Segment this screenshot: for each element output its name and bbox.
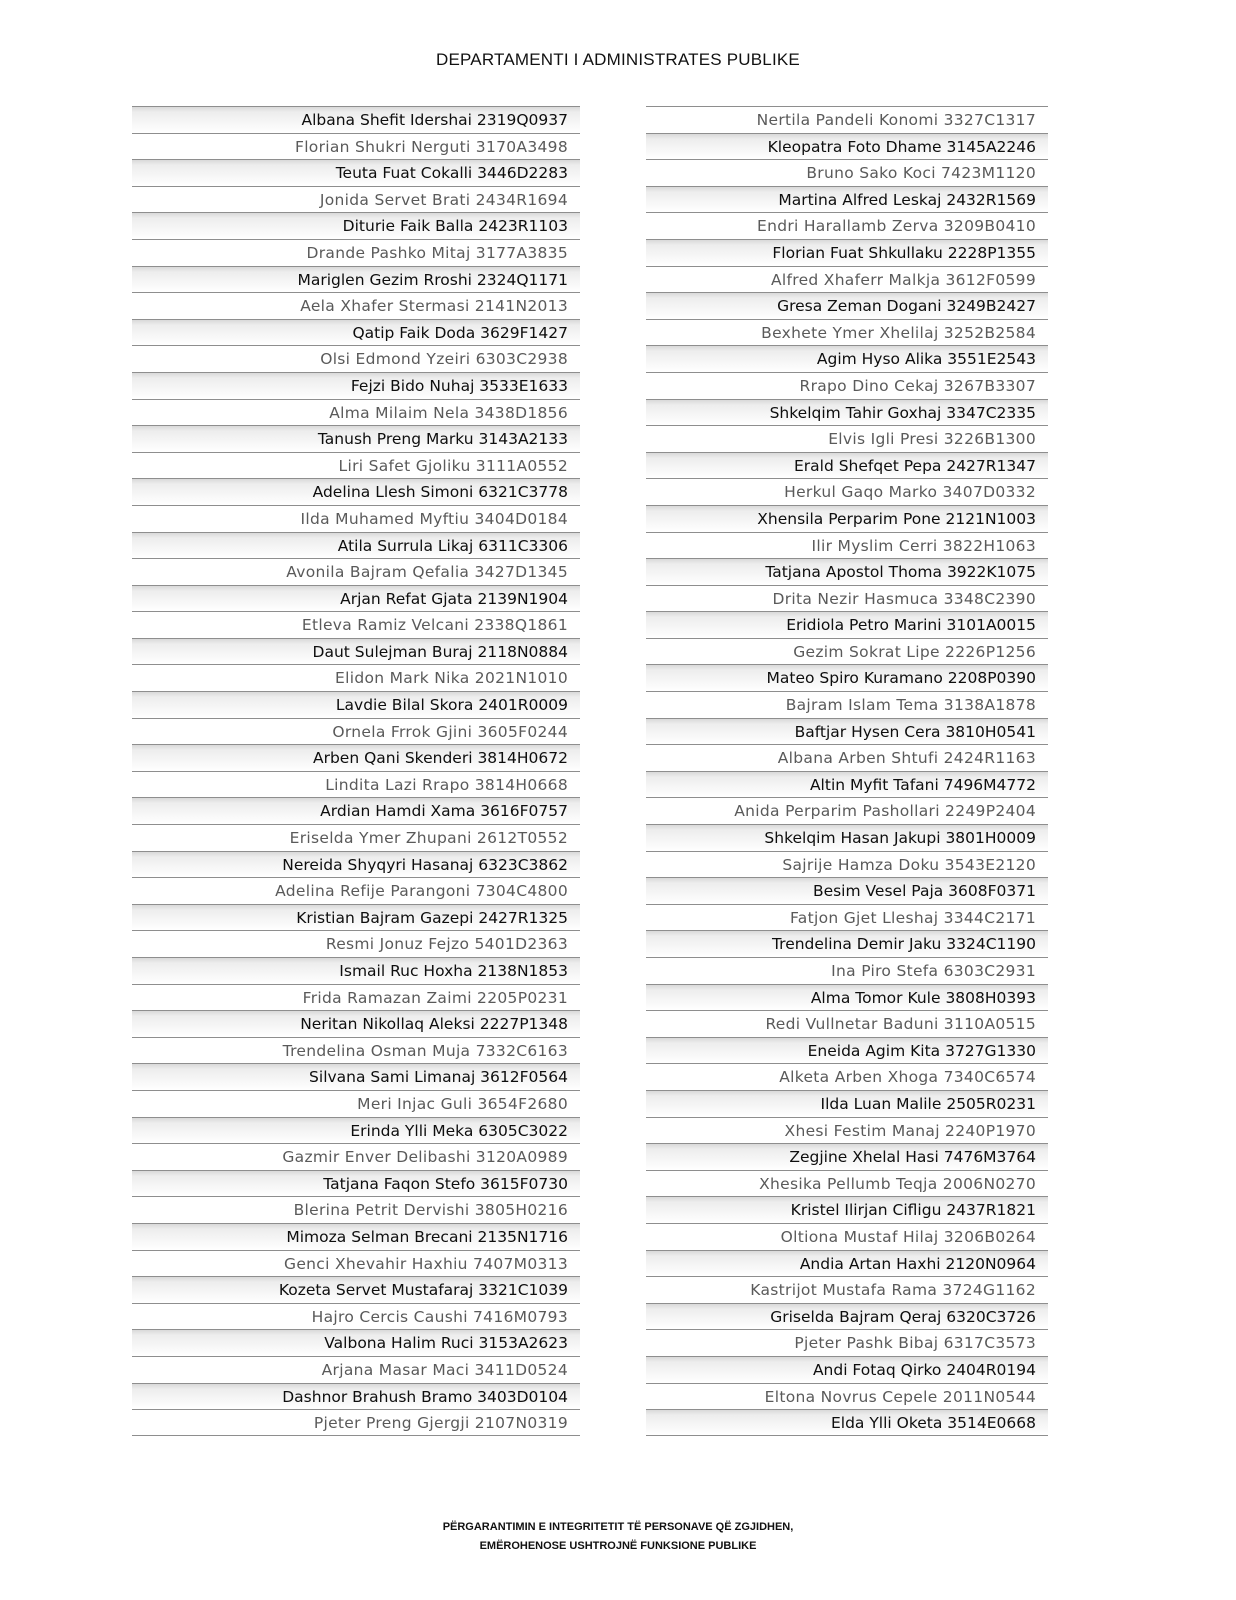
list-item: Kristel Ilirjan Cifligu 2437R1821 (646, 1196, 1048, 1223)
list-item: Lindita Lazi Rrapo 3814H0668 (132, 771, 580, 798)
list-item: Teuta Fuat Cokalli 3446D2283 (132, 159, 580, 186)
list-item: Kleopatra Foto Dhame 3145A2246 (646, 133, 1048, 160)
list-item: Olsi Edmond Yzeiri 6303C2938 (132, 345, 580, 372)
list-item: Erald Shefqet Pepa 2427R1347 (646, 452, 1048, 479)
list-item: Valbona Halim Ruci 3153A2623 (132, 1329, 580, 1356)
footer-line-1: PËRGARANTIMIN E INTEGRITETIT TË PERSONAVE QË ZGJIDHEN, (442, 1521, 794, 1533)
list-item: Andia Artan Haxhi 2120N0964 (646, 1250, 1048, 1277)
list-item: Ilda Luan Malile 2505R0231 (646, 1090, 1048, 1117)
list-item: Arben Qani Skenderi 3814H0672 (132, 744, 580, 771)
list-item: Shkelqim Tahir Goxhaj 3347C2335 (646, 399, 1048, 426)
list-item: Mateo Spiro Kuramano 2208P0390 (646, 664, 1048, 691)
list-item: Mariglen Gezim Rroshi 2324Q1171 (132, 266, 580, 293)
list-item: Herkul Gaqo Marko 3407D0332 (646, 478, 1048, 505)
list-item: Xhesika Pellumb Teqja 2006N0270 (646, 1170, 1048, 1197)
list-item: Drande Pashko Mitaj 3177A3835 (132, 239, 580, 266)
list-item: Besim Vesel Paja 3608F0371 (646, 877, 1048, 904)
list-item: Alma Tomor Kule 3808H0393 (646, 984, 1048, 1011)
list-item: Ina Piro Stefa 6303C2931 (646, 957, 1048, 984)
list-item: Arjana Masar Maci 3411D0524 (132, 1356, 580, 1383)
list-item: Alketa Arben Xhoga 7340C6574 (646, 1063, 1048, 1090)
list-item: Silvana Sami Limanaj 3612F0564 (132, 1063, 580, 1090)
list-item: Anida Perparim Pashollari 2249P2404 (646, 797, 1048, 824)
list-item: Zegjine Xhelal Hasi 7476M3764 (646, 1143, 1048, 1170)
list-item: Elda Ylli Oketa 3514E0668 (646, 1409, 1048, 1436)
list-item: Tatjana Apostol Thoma 3922K1075 (646, 558, 1048, 585)
footer-line-2: EMËROHENOSE USHTROJNË FUNKSIONE PUBLIKE (479, 1540, 757, 1552)
list-item: Kozeta Servet Mustafaraj 3321C1039 (132, 1276, 580, 1303)
list-item: Elidon Mark Nika 2021N1010 (132, 664, 580, 691)
list-item: Trendelina Osman Muja 7332C6163 (132, 1037, 580, 1064)
list-item: Oltiona Mustaf Hilaj 3206B0264 (646, 1223, 1048, 1250)
list-item: Jonida Servet Brati 2434R1694 (132, 186, 580, 213)
list-item: Rrapo Dino Cekaj 3267B3307 (646, 372, 1048, 399)
list-item: Ismail Ruc Hoxha 2138N1853 (132, 957, 580, 984)
list-item: Albana Arben Shtufi 2424R1163 (646, 744, 1048, 771)
list-item: Alfred Xhaferr Malkja 3612F0599 (646, 266, 1048, 293)
list-item: Xhensila Perparim Pone 2121N1003 (646, 505, 1048, 532)
list-item: Ilir Myslim Cerri 3822H1063 (646, 532, 1048, 559)
list-item: Lavdie Bilal Skora 2401R0009 (132, 691, 580, 718)
list-item: Adelina Refije Parangoni 7304C4800 (132, 877, 580, 904)
list-item: Etleva Ramiz Velcani 2338Q1861 (132, 611, 580, 638)
list-item: Griselda Bajram Qeraj 6320C3726 (646, 1303, 1048, 1330)
list-item: Fatjon Gjet Lleshaj 3344C2171 (646, 904, 1048, 931)
list-item: Diturie Faik Balla 2423R1103 (132, 212, 580, 239)
list-item: Neritan Nikollaq Aleksi 2227P1348 (132, 1010, 580, 1037)
list-item: Martina Alfred Leskaj 2432R1569 (646, 186, 1048, 213)
list-item: Nereida Shyqyri Hasanaj 6323C3862 (132, 851, 580, 878)
list-item: Ardian Hamdi Xama 3616F0757 (132, 797, 580, 824)
list-item: Arjan Refat Gjata 2139N1904 (132, 585, 580, 612)
list-item: Tanush Preng Marku 3143A2133 (132, 425, 580, 452)
list-item: Pjeter Pashk Bibaj 6317C3573 (646, 1329, 1048, 1356)
list-item: Andi Fotaq Qirko 2404R0194 (646, 1356, 1048, 1383)
list-item: Gazmir Enver Delibashi 3120A0989 (132, 1143, 580, 1170)
list-item: Elvis Igli Presi 3226B1300 (646, 425, 1048, 452)
list-item: Kristian Bajram Gazepi 2427R1325 (132, 904, 580, 931)
list-item: Aela Xhafer Stermasi 2141N2013 (132, 292, 580, 319)
list-item: Gresa Zeman Dogani 3249B2427 (646, 292, 1048, 319)
list-item: Bajram Islam Tema 3138A1878 (646, 691, 1048, 718)
list-item: Ornela Frrok Gjini 3605F0244 (132, 718, 580, 745)
list-item: Sajrije Hamza Doku 3543E2120 (646, 851, 1048, 878)
list-item: Agim Hyso Alika 3551E2543 (646, 345, 1048, 372)
list-item: Tatjana Faqon Stefo 3615F0730 (132, 1170, 580, 1197)
list-item: Blerina Petrit Dervishi 3805H0216 (132, 1196, 580, 1223)
list-item: Florian Shukri Nerguti 3170A3498 (132, 133, 580, 160)
list-item: Redi Vullnetar Baduni 3110A0515 (646, 1010, 1048, 1037)
list-item: Kastrijot Mustafa Rama 3724G1162 (646, 1276, 1048, 1303)
list-item: Baftjar Hysen Cera 3810H0541 (646, 718, 1048, 745)
list-item: Daut Sulejman Buraj 2118N0884 (132, 638, 580, 665)
list-item: Altin Myfit Tafani 7496M4772 (646, 771, 1048, 798)
list-item: Eltona Novrus Cepele 2011N0544 (646, 1383, 1048, 1410)
list-item: Ilda Muhamed Myftiu 3404D0184 (132, 505, 580, 532)
list-item: Alma Milaim Nela 3438D1856 (132, 399, 580, 426)
list-item: Frida Ramazan Zaimi 2205P0231 (132, 984, 580, 1011)
list-item: Qatip Faik Doda 3629F1427 (132, 319, 580, 346)
list-item: Meri Injac Guli 3654F2680 (132, 1090, 580, 1117)
list-item: Eneida Agim Kita 3727G1330 (646, 1037, 1048, 1064)
list-item: Trendelina Demir Jaku 3324C1190 (646, 930, 1048, 957)
list-item: Dashnor Brahush Bramo 3403D0104 (132, 1383, 580, 1410)
list-item: Gezim Sokrat Lipe 2226P1256 (646, 638, 1048, 665)
list-item: Genci Xhevahir Haxhiu 7407M0313 (132, 1250, 580, 1277)
list-item: Mimoza Selman Brecani 2135N1716 (132, 1223, 580, 1250)
list-item: Erinda Ylli Meka 6305C3022 (132, 1117, 580, 1144)
list-item: Florian Fuat Shkullaku 2228P1355 (646, 239, 1048, 266)
list-item: Bexhete Ymer Xhelilaj 3252B2584 (646, 319, 1048, 346)
list-item: Drita Nezir Hasmuca 3348C2390 (646, 585, 1048, 612)
list-item: Adelina Llesh Simoni 6321C3778 (132, 478, 580, 505)
list-item: Pjeter Preng Gjergji 2107N0319 (132, 1409, 580, 1436)
footer-text (0, 1518, 1236, 1556)
list-item: Eridiola Petro Marini 3101A0015 (646, 611, 1048, 638)
list-item: Endri Harallamb Zerva 3209B0410 (646, 212, 1048, 239)
left-name-list (132, 106, 580, 1436)
list-item: Liri Safet Gjoliku 3111A0552 (132, 452, 580, 479)
list-item: Xhesi Festim Manaj 2240P1970 (646, 1117, 1048, 1144)
list-item: Fejzi Bido Nuhaj 3533E1633 (132, 372, 580, 399)
list-item: Shkelqim Hasan Jakupi 3801H0009 (646, 824, 1048, 851)
list-item: Albana Shefit Idershai 2319Q0937 (132, 106, 580, 133)
list-item: Nertila Pandeli Konomi 3327C1317 (646, 106, 1048, 133)
list-item: Bruno Sako Koci 7423M1120 (646, 159, 1048, 186)
list-item: Eriselda Ymer Zhupani 2612T0552 (132, 824, 580, 851)
list-item: Atila Surrula Likaj 6311C3306 (132, 532, 580, 559)
page-title: DEPARTAMENTI I ADMINISTRATES PUBLIKE (436, 50, 800, 69)
list-item: Avonila Bajram Qefalia 3427D1345 (132, 558, 580, 585)
list-item: Resmi Jonuz Fejzo 5401D2363 (132, 930, 580, 957)
list-item: Hajro Cercis Caushi 7416M0793 (132, 1303, 580, 1330)
right-name-list (646, 106, 1048, 1436)
